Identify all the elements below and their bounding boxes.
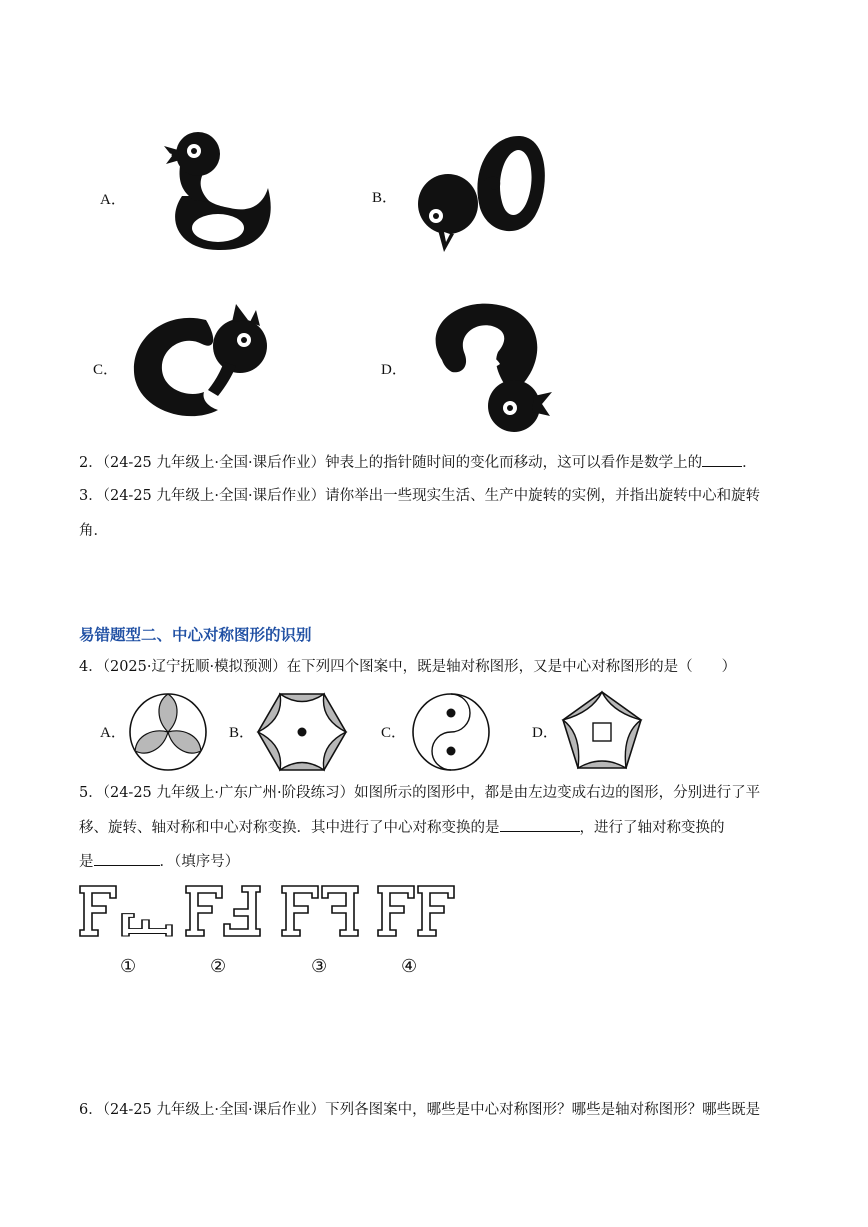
q6-text: 下列各图案中，哪些是中心对称图形？哪些是轴对称图形？哪些既是 bbox=[325, 1102, 761, 1118]
q5-text-line2b: ，进行了轴对称变换的 bbox=[579, 820, 725, 836]
q2-answer-blank[interactable] bbox=[702, 452, 742, 467]
q4-option-c-figure bbox=[410, 691, 492, 773]
q5-central-blank[interactable] bbox=[500, 817, 580, 832]
q5-text-line3a: 是 bbox=[79, 854, 94, 870]
q4-text: 在下列四个图案中，既是轴对称图形，又是中心对称图形的是（ ） bbox=[286, 659, 737, 675]
q1-option-b-label: B． bbox=[372, 190, 398, 206]
q5-figure-number-2: ② bbox=[210, 956, 227, 977]
q1-option-c-label: C． bbox=[93, 362, 119, 378]
q4-option-a-figure bbox=[127, 691, 209, 773]
q5-source: （24-25 九年级上·广东广州·阶段练习） bbox=[102, 785, 355, 801]
q4-option-b-figure bbox=[256, 691, 348, 773]
q5-text-line2a: 移、旋转、轴对称和中心对称变换．其中进行了中心对称变换的是 bbox=[79, 820, 500, 836]
q3-question-line2: 角． bbox=[79, 523, 108, 539]
q2-end: ． bbox=[742, 455, 757, 471]
q5-figure-number-1: ① bbox=[120, 956, 137, 977]
q6-question bbox=[79, 1100, 760, 1120]
q3-question-line1 bbox=[79, 486, 760, 506]
q4-option-d-figure bbox=[560, 690, 644, 772]
q2-question bbox=[79, 452, 757, 473]
q2-source: （24-25 九年级上·全国·课后作业） bbox=[102, 455, 326, 471]
q6-number: 6． bbox=[79, 1102, 103, 1118]
q1-duck-b-figure bbox=[410, 130, 550, 255]
q2-text: 钟表上的指针随时间的变化而移动，这可以看作是数学上的 bbox=[325, 455, 703, 471]
q4-option-d-label: D． bbox=[532, 725, 558, 741]
q1-option-a-label: A． bbox=[100, 192, 126, 208]
q4-source: （2025·辽宁抚顺·模拟预测） bbox=[102, 659, 287, 675]
q4-question bbox=[79, 657, 736, 677]
q5-question-line2 bbox=[79, 817, 725, 838]
q5-figure-number-4: ④ bbox=[401, 956, 418, 977]
q4-option-a-label: A． bbox=[100, 725, 126, 741]
section-title: 易错题型二、中心对称图形的识别 bbox=[79, 625, 312, 644]
q1-duck-c-figure bbox=[128, 300, 278, 425]
q4-number: 4． bbox=[79, 659, 103, 675]
q2-number: 2． bbox=[79, 455, 103, 471]
q5-axial-blank[interactable] bbox=[94, 851, 160, 866]
q5-text-line3b: ．（填序号） bbox=[159, 854, 240, 870]
q5-figure-row bbox=[76, 884, 466, 938]
q5-figure-number-3: ③ bbox=[311, 956, 328, 977]
q5-question-line3 bbox=[79, 851, 239, 872]
q6-source: （24-25 九年级上·全国·课后作业） bbox=[102, 1102, 326, 1118]
q3-source: （24-25 九年级上·全国·课后作业） bbox=[102, 488, 326, 504]
q5-number: 5． bbox=[79, 785, 103, 801]
q3-number: 3． bbox=[79, 488, 103, 504]
q1-duck-d-figure bbox=[422, 300, 557, 435]
q4-option-c-label: C． bbox=[381, 725, 407, 741]
q4-option-b-label: B． bbox=[229, 725, 255, 741]
q5-question-line1 bbox=[79, 783, 760, 803]
q1-duck-a-figure bbox=[160, 126, 280, 256]
q3-text-line1: 请你举出一些现实生活、生产中旋转的实例，并指出旋转中心和旋转 bbox=[325, 488, 761, 504]
q5-text-line1: 如图所示的图形中，都是由左边变成右边的图形，分别进行了平 bbox=[354, 785, 761, 801]
q1-option-d-label: D． bbox=[381, 362, 407, 378]
